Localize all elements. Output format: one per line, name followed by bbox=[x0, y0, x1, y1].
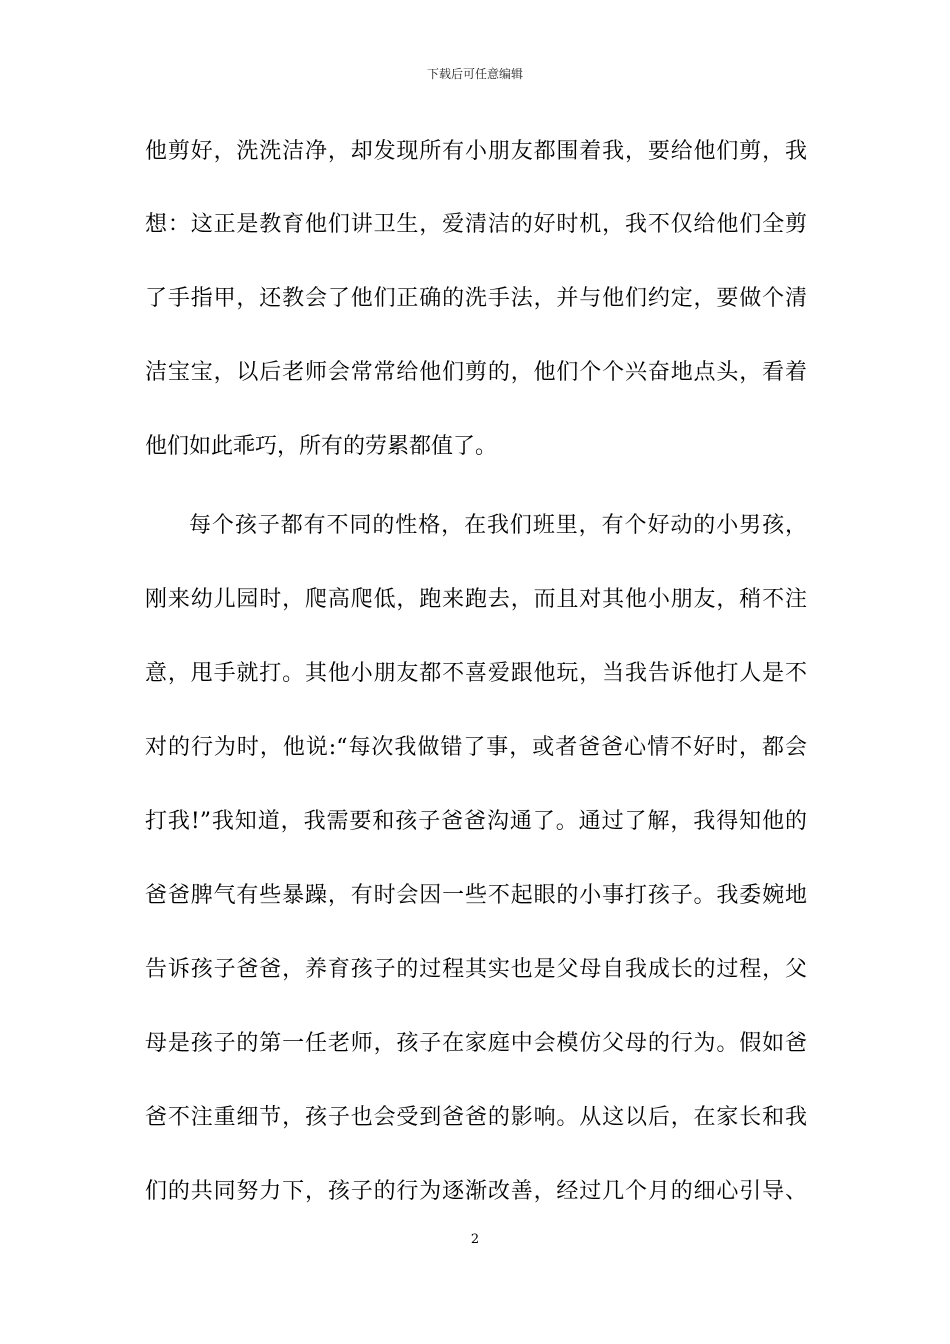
paragraph-2-line-5: 打我!”我知道，我需要和孩子爸爸沟通了。通过了解，我得知他的 bbox=[145, 809, 807, 834]
page-number: 2 bbox=[470, 1232, 480, 1247]
paragraph-2-line-7: 告诉孩子爸爸，养育孩子的过程其实也是父母自我成长的过程，父 bbox=[145, 957, 807, 982]
paragraph-2-line-10: 们的共同努力下，孩子的行为逐渐改善，经过几个月的细心引导、 bbox=[145, 1179, 807, 1204]
paragraph-2-line-4: 对的行为时，他说:“每次我做错了事，或者爸爸心情不好时，都会 bbox=[145, 735, 807, 760]
paragraph-2-line-6: 爸爸脾气有些暴躁，有时会因一些不起眼的小事打孩子。我委婉地 bbox=[145, 883, 807, 908]
paragraph-1-line-3: 了手指甲，还教会了他们正确的洗手法，并与他们约定，要做个清 bbox=[145, 286, 807, 311]
paragraph-1-line-4: 洁宝宝，以后老师会常常给他们剪的，他们个个兴奋地点头，看着 bbox=[145, 360, 807, 385]
paragraph-2-line-8: 母是孩子的第一任老师，孩子在家庭中会模仿父母的行为。假如爸 bbox=[145, 1031, 807, 1056]
paragraph-1-line-5: 他们如此乖巧，所有的劳累都值了。 bbox=[145, 434, 498, 459]
paragraph-2-line-3: 意，甩手就打。其他小朋友都不喜爱跟他玩，当我告诉他打人是不 bbox=[145, 661, 807, 686]
paragraph-1-line-1: 他剪好，洗洗洁净，却发现所有小朋友都围着我，要给他们剪，我 bbox=[145, 139, 807, 164]
paragraph-1-line-2: 想：这正是教育他们讲卫生，爱清洁的好时机，我不仅给他们全剪 bbox=[145, 212, 807, 237]
paragraph-2-line-1: 每个孩子都有不同的性格，在我们班里，有个好动的小男孩， bbox=[189, 513, 807, 538]
paragraph-2-line-9: 爸不注重细节，孩子也会受到爸爸的影响。从这以后，在家长和我 bbox=[145, 1105, 807, 1130]
paragraph-2-line-2: 刚来幼儿园时，爬高爬低，跑来跑去，而且对其他小朋友，稍不注 bbox=[145, 587, 807, 612]
page-header: 下载后可任意编辑 bbox=[426, 67, 523, 81]
